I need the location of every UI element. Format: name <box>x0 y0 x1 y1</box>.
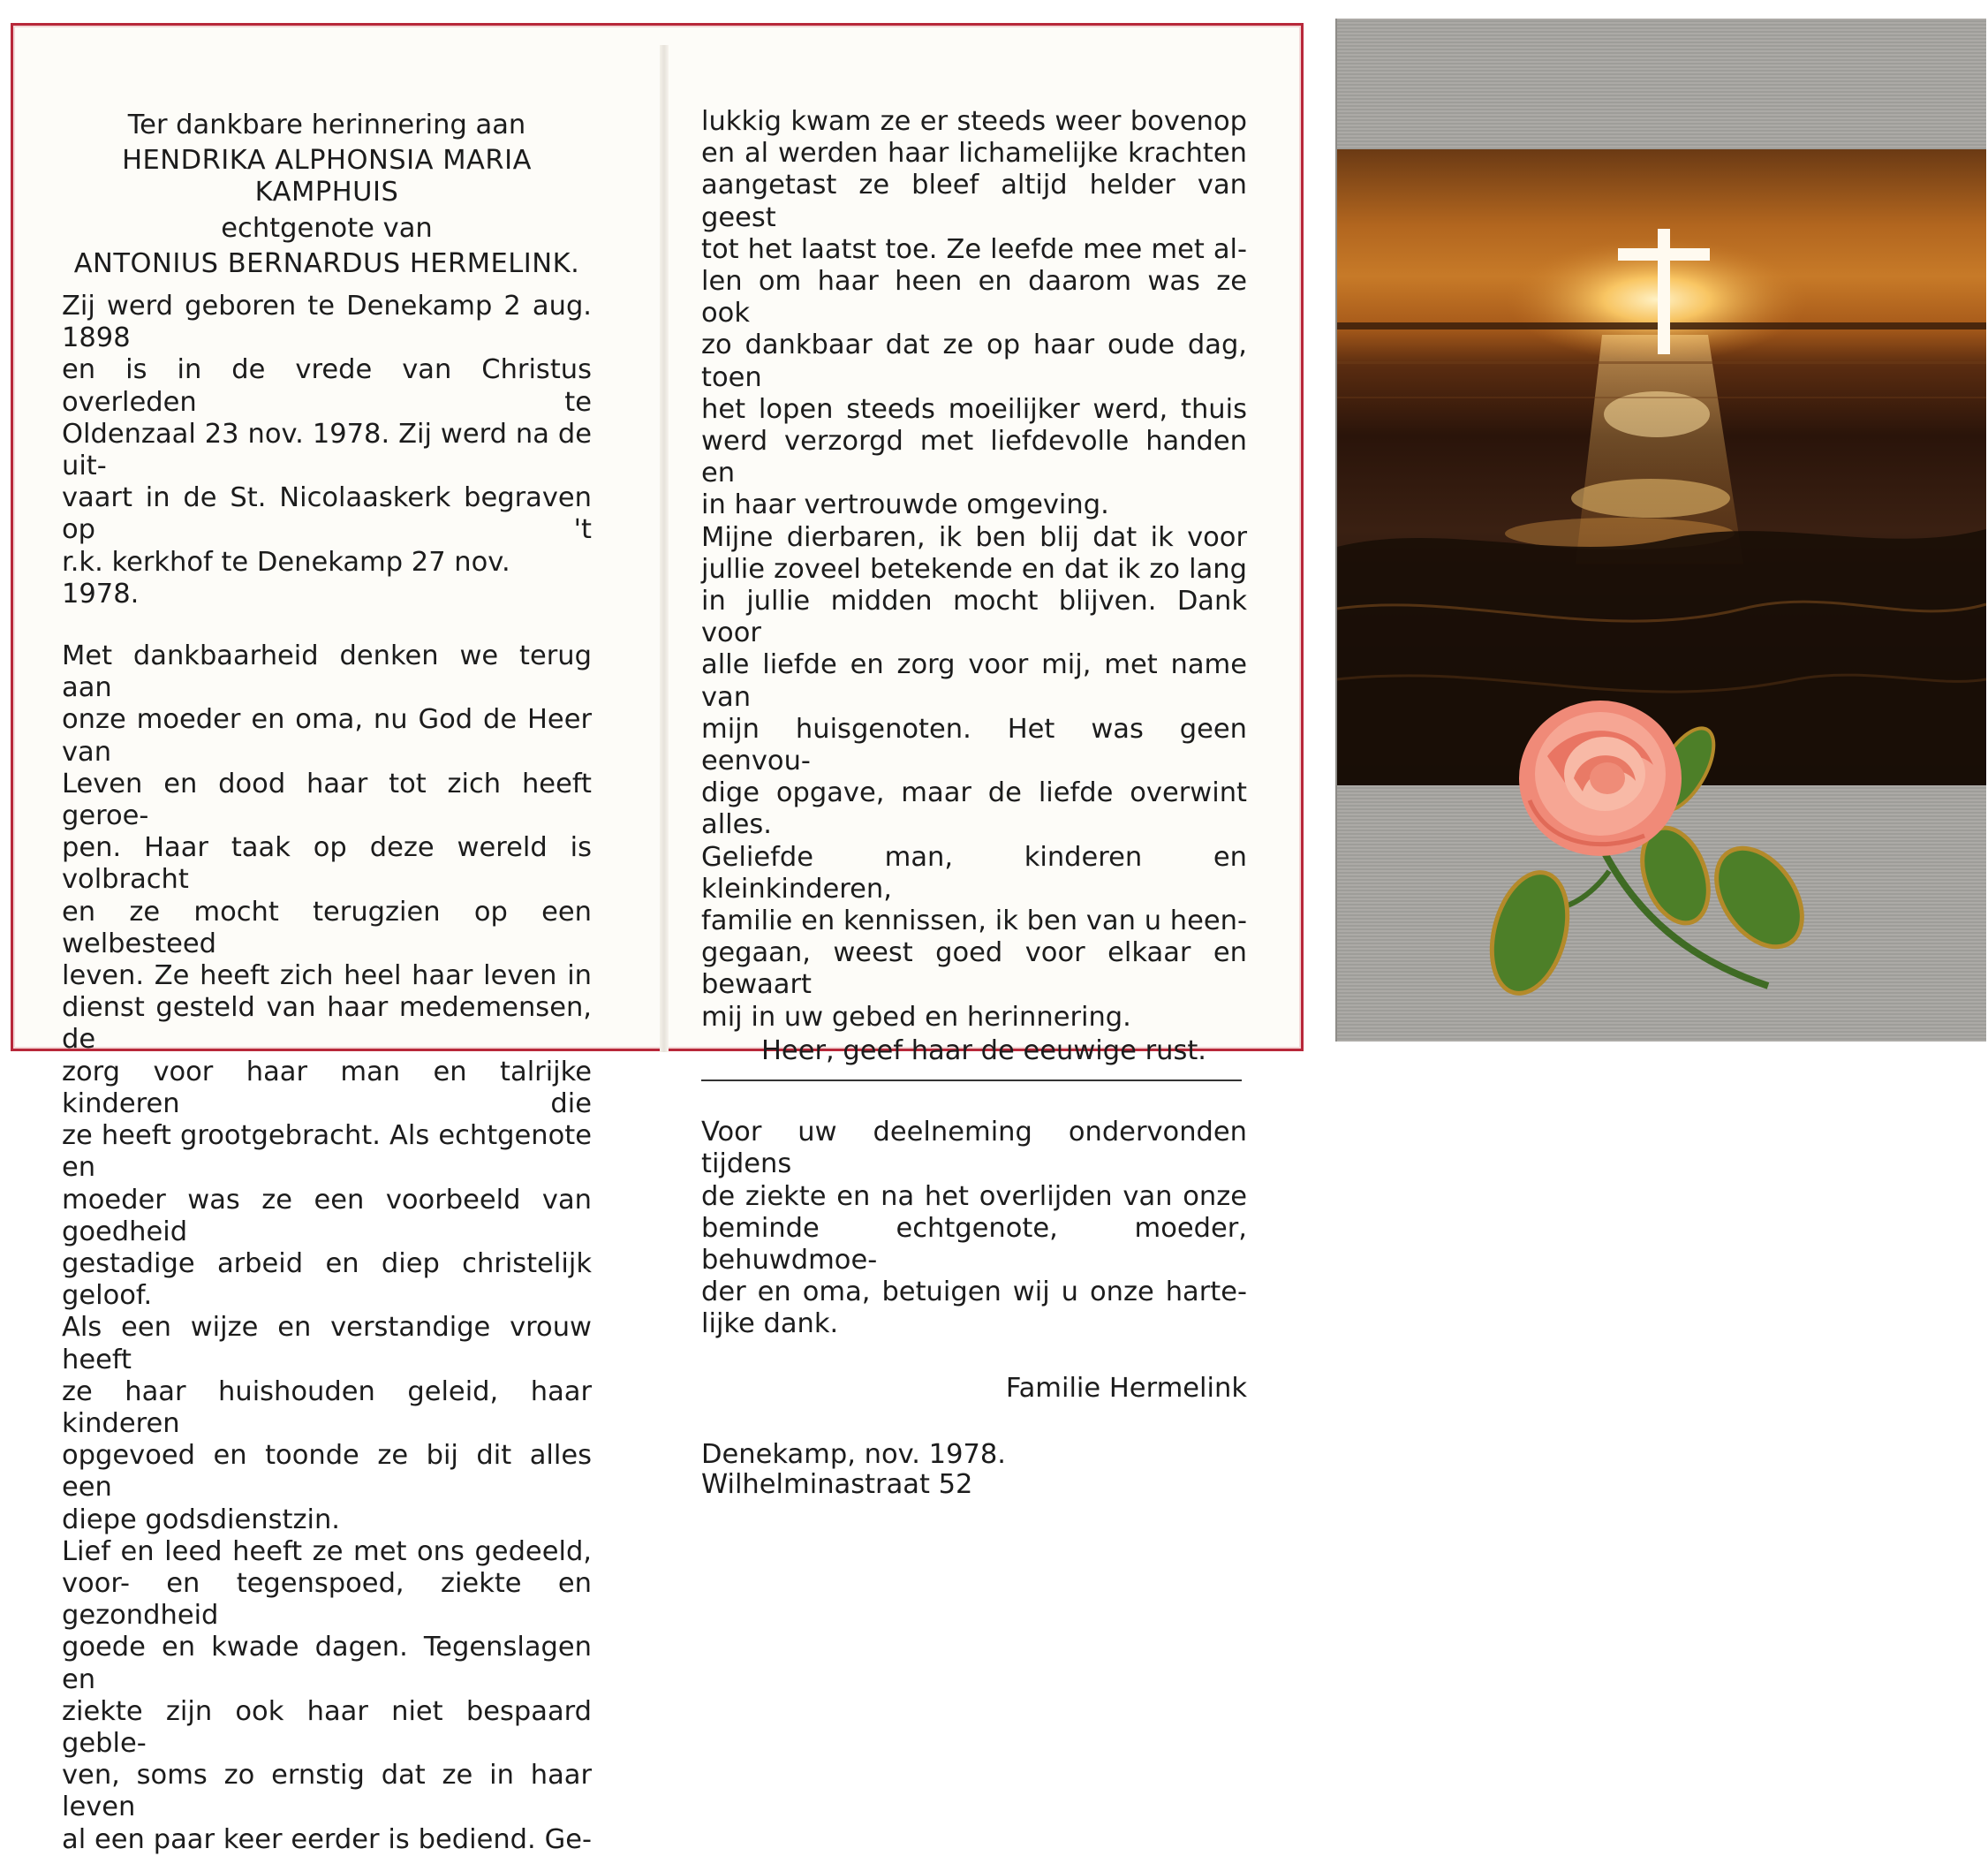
body-line: ze heeft grootgebracht. Als echtgenote en <box>62 1120 592 1184</box>
card-fold <box>660 45 669 1052</box>
body-line: pen. Haar taak op deze wereld is volbracht <box>62 832 592 896</box>
thanks-line: Voor uw deelneming ondervonden tijdens <box>701 1117 1247 1180</box>
body-line: alle liefde en zorg voor mij, met name van <box>701 649 1247 713</box>
body-line: al een paar keer eerder is bediend. Ge- <box>62 1823 592 1855</box>
body-line: len om haar heen en daarom was ze ook <box>701 266 1247 330</box>
body-line: werd verzorgd met liefdevolle handen en <box>701 426 1247 489</box>
body-line: Met dankbaarheid denken we terug aan <box>62 640 592 704</box>
body-line: in jullie midden mocht blijven. Dank voor <box>701 586 1247 649</box>
body-line: moeder was ze een voorbeeld van goedheid <box>62 1184 592 1247</box>
body-line: en ze mocht terugzien op een welbesteed <box>62 896 592 959</box>
body-line: opgevoed en toonde ze bij dit alles een <box>62 1440 592 1504</box>
body-line: dige opgave, maar de liefde overwint alles. <box>701 777 1247 841</box>
bio-line: Zij werd geboren te Denekamp 2 aug. 1898 <box>62 291 592 354</box>
bio-line: r.k. kerkhof te Denekamp 27 nov. 1978. <box>62 546 510 610</box>
body-line: ziekte zijn ook haar niet bespaard geble- <box>62 1695 592 1759</box>
body-line: ven, soms zo ernstig dat ze in haar leven <box>62 1760 592 1823</box>
body-line: jullie zoveel betekende en dat ik zo lang <box>701 553 1247 585</box>
body-line: dienst gesteld van haar medemensen, de <box>62 992 592 1056</box>
sunset-image <box>1337 149 1986 785</box>
bio-line: vaart in de St. Nicolaaskerk begraven op 't <box>62 482 592 546</box>
address: Wilhelminastraat 52 <box>701 1468 973 1500</box>
body-line: Leven en dood haar tot zich heeft geroe- <box>62 768 592 832</box>
body-line: aangetast ze bleef altijd helder van geest <box>701 170 1247 233</box>
body-line: zo dankbaar dat ze op haar oude dag, toen <box>701 330 1247 393</box>
body-line: onze moeder en oma, nu God de Heer van <box>62 704 592 768</box>
body-line: tot het laatst toe. Ze leefde mee met al- <box>701 233 1247 265</box>
thanks-line: der en oma, betuigen wij u onze harte- <box>701 1276 1247 1308</box>
deceased-name: HENDRIKA ALPHONSIA MARIA KAMPHUIS <box>122 145 532 208</box>
body-line: Geliefde man, kinderen en kleinkinderen, <box>701 841 1247 905</box>
body-line: familie en kennissen, ik ben van u heen- <box>701 905 1247 937</box>
body-line: het lopen steeds moeilijker werd, thuis <box>701 393 1247 425</box>
body-line: Als een wijze en verstandige vrouw heeft <box>62 1312 592 1375</box>
spouse-name: ANTONIUS BERNARDUS HERMELINK. <box>73 247 580 279</box>
body-line: goede en kwade dagen. Tegenslagen en <box>62 1632 592 1695</box>
body-line: Lief en leed heeft ze met ons gedeeld, <box>62 1535 592 1567</box>
closing-prayer: Heer, geef haar de eeuwige rust. <box>761 1034 1206 1066</box>
body-line: leven. Ze heeft zich heel haar leven in <box>62 960 592 992</box>
intro-line: Ter dankbare herinnering aan <box>127 110 526 140</box>
bio-line: en is in de vrede van Christus overleden te <box>62 354 592 418</box>
body-line: gestadige arbeid en diep christelijk geloof. <box>62 1247 592 1312</box>
body-line: ze haar huishouden geleid, haar kinderen <box>62 1375 592 1439</box>
body-line: Mijne dierbaren, ik ben blij dat ik voor <box>701 521 1247 553</box>
body-line: gegaan, weest goed voor elkaar en bewaart <box>701 937 1247 1001</box>
relation-line: echtgenote van <box>221 212 433 244</box>
divider <box>701 1080 1242 1081</box>
body-line: voor- en tegenspoed, ziekte en gezondheid <box>62 1567 592 1632</box>
body-line: mijn huisgenoten. Het was geen eenvou- <box>701 713 1247 777</box>
place-date: Denekamp, nov. 1978. <box>701 1438 1007 1470</box>
right-page <box>701 106 1247 1500</box>
cross-icon <box>1337 149 1986 785</box>
family-signature: Familie Hermelink <box>1005 1372 1247 1404</box>
body-line: diepe godsdienstzin. <box>62 1504 340 1535</box>
photo-panel <box>1335 19 1986 1042</box>
thanks-line: lijke dank. <box>701 1308 839 1340</box>
rose-icon <box>1468 694 1839 1042</box>
left-page <box>62 110 592 1856</box>
body-line: lukkig kwam ze er steeds weer bovenop <box>701 106 1247 137</box>
thanks-line: beminde echtgenote, moeder, behuwdmoe- <box>701 1212 1247 1276</box>
body-line: mij in uw gebed en herinnering. <box>701 1001 1131 1033</box>
bio-line: Oldenzaal 23 nov. 1978. Zij werd na de uit- <box>62 418 592 482</box>
body-line: en al werden haar lichamelijke krachten <box>701 138 1247 170</box>
body-line: zorg voor haar man en talrijke kinderen die <box>62 1056 592 1119</box>
thanks-line: de ziekte en na het overlijden van onze <box>701 1180 1247 1212</box>
body-line: in haar vertrouwde omgeving. <box>701 489 1109 521</box>
